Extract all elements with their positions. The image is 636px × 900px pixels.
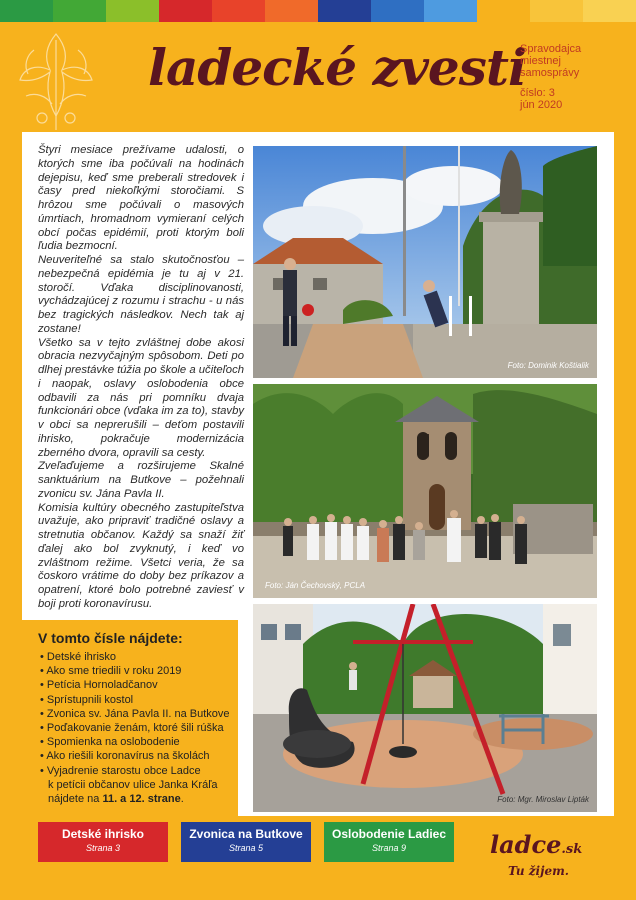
- button-detske-ihrisko[interactable]: [38, 822, 168, 862]
- issue-date: jún 2020: [520, 99, 563, 111]
- editorial-article: [38, 144, 244, 612]
- color-stripe: [53, 0, 106, 22]
- contents-item: • Sprístupnili kostol: [40, 693, 238, 707]
- issue-info: [520, 43, 620, 111]
- oak-leaf-emblem-icon: [6, 26, 106, 136]
- contents-item: • Ako sme triedili v roku 2019: [40, 664, 238, 678]
- contents-item: • Detské ihrisko: [40, 650, 238, 664]
- button-oslobodenie-ladiec[interactable]: [324, 822, 454, 862]
- photo-credit: Foto: Ján Čechovský, PCLA: [265, 581, 366, 590]
- logo-brand: [490, 830, 582, 859]
- subtitle-line: miestnej: [520, 55, 561, 67]
- color-stripe-bar: [0, 0, 636, 22]
- button-title: Zvonica na Butkove: [189, 827, 303, 841]
- contents-item: • Zvonica sv. Jána Pavla II. na Butkove: [40, 707, 238, 721]
- article-paragraph: Zveľaďujeme a rozširujeme Skalné sanktuárium na Butkove – požehnali zvonicu sv. Jána Pavla II.: [38, 460, 244, 500]
- photo-playground: [253, 604, 597, 812]
- ladce-logo[interactable]: [468, 822, 598, 884]
- article-paragraph: Štyri mesiace prežívame udalosti, o ktorých sme iba počúvali na hodinách dejepisu, keď sme preberali stredovek i časy pred niekoľkými storočiami. S hrôzou sme počúvali o masových úmrtiach, hromadnom vymieraní celých obcí počas epidémií, proti ktorým boli ľudia bezmocní.: [38, 144, 244, 253]
- contents-item: • Spomienka na oslobodenie: [40, 735, 238, 749]
- color-stripe: [0, 0, 53, 22]
- button-page: Strana 9: [371, 843, 407, 853]
- contents-title: V tomto čísle nájdete:: [38, 630, 183, 646]
- color-stripe: [159, 0, 212, 22]
- issue-number: číslo: 3: [520, 87, 555, 99]
- masthead-title: ladecké zvesti: [148, 38, 526, 97]
- color-stripe: [212, 0, 265, 22]
- photo-credit: Foto: Dominik Koštialik: [507, 361, 589, 370]
- contents-item: • Ako riešili koronavírus na školách: [40, 749, 238, 763]
- contents-item: • Poďakovanie ženám, ktoré šili rúška: [40, 721, 238, 735]
- contents-pages-bold: 11. a 12. strane: [102, 793, 181, 806]
- photo-credit: Foto: Mgr. Miroslav Lipták: [497, 795, 589, 804]
- contents-item: • Vyjadrenie starostu obce Ladce: [40, 764, 238, 778]
- contents-list: [22, 650, 238, 806]
- color-stripe: [106, 0, 159, 22]
- logo-tagline: Tu žijem.: [508, 864, 569, 878]
- logo-suffix: .sk: [561, 842, 583, 857]
- table-of-contents: [22, 620, 238, 816]
- subtitle-line: Spravodajca: [520, 43, 582, 55]
- contents-item-continuation: k petícii občanov ulice Janka Kráľa: [48, 778, 218, 791]
- color-stripe: [583, 0, 636, 22]
- button-zvonica-na-butkove[interactable]: [181, 822, 311, 862]
- button-title: Detské ihrisko: [61, 827, 145, 841]
- article-paragraph: Neuveriteľné sa stalo skutočnosťou – nebezpečná epidémia je tu aj v 21. storočí. Vďaka disciplinovanosti, vychádzajúcej z rozumu i strachu - u nás bez tragických následkov. Nech tak aj zostane!: [38, 254, 244, 335]
- button-page: Strana 3: [85, 843, 121, 853]
- color-stripe: [371, 0, 424, 22]
- subtitle-line: samosprávy: [520, 67, 580, 79]
- article-paragraph: Komisia kultúry obecného zastupiteľstva uvažuje, ako pripraviť tradičné oslavy a stretnutia občanov. Každý sa snaží žiť ďalej ako bol zvyknutý, i keď vo zvláštnom režime. Všetci veria, že sa čoskoro vrátime do doby bez príkazov a opatrení, ktoré bolo potrebné zaviesť v boji proti koronavírusu.: [38, 501, 244, 610]
- button-page: Strana 5: [228, 843, 264, 853]
- photo-memorial: [253, 146, 597, 378]
- logo-main: ladce: [490, 830, 562, 859]
- contents-item: • Petícia Hornoladčanov: [40, 678, 238, 692]
- contents-pages-prefix: nájdete na: [48, 793, 103, 806]
- color-stripe: [530, 0, 583, 22]
- contents-pages-suffix: .: [180, 793, 184, 806]
- color-stripe: [318, 0, 371, 22]
- color-stripe: [477, 0, 530, 22]
- color-stripe: [265, 0, 318, 22]
- article-paragraph: Všetko sa v tejto zvláštnej dobe akosi obracia nezvyčajným spôsobom. Deti po dlhej prestávke túžia po škole a učiteľoch i naopak, oslavy oslobodenia obce odbavili za nás pri pomníku dvaja funkcionári obce (vďaka im za to), stavby v obci sa neprerušili – deťom postavili ihrisko, pokračuje modernizácia zberného dvora, opravili sa cesty.: [38, 336, 245, 459]
- button-title: Oslobodenie Ladiec: [331, 827, 447, 841]
- contents-pages: [40, 792, 238, 806]
- color-stripe: [424, 0, 477, 22]
- photo-bell-tower: [253, 384, 597, 598]
